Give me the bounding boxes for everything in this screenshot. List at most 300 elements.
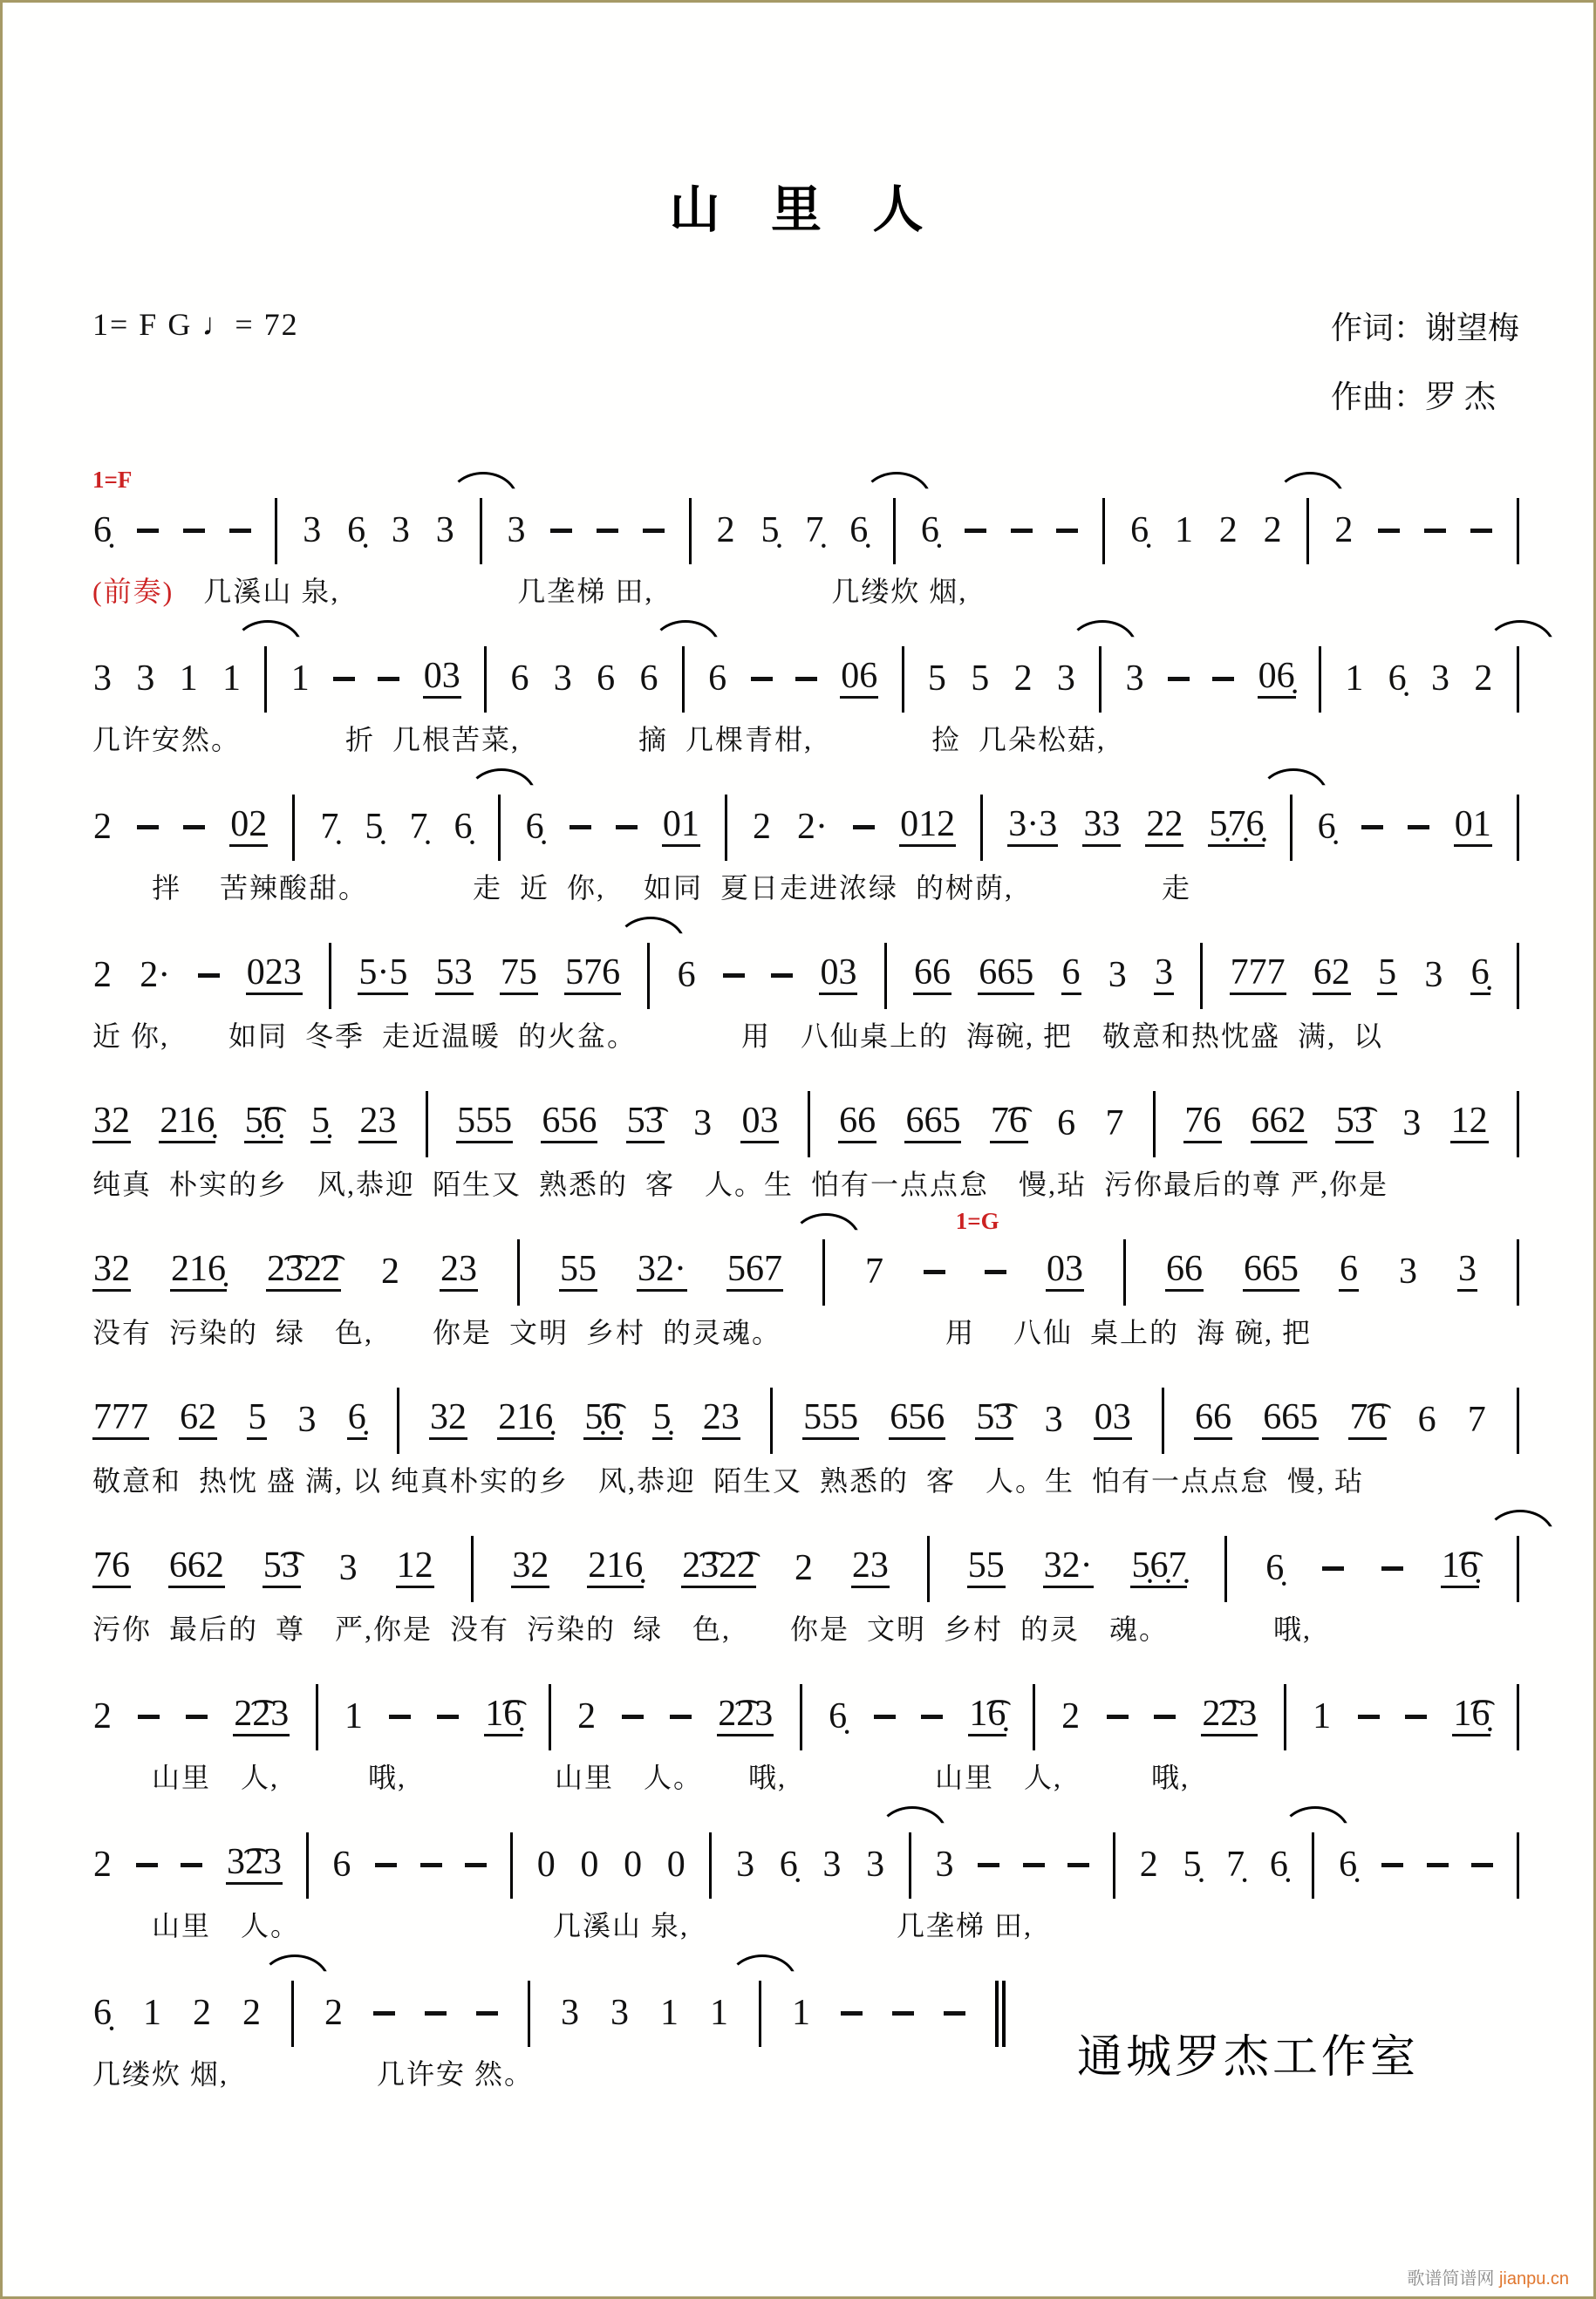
- barline: [1224, 1536, 1227, 1602]
- note: 0: [536, 1845, 556, 1886]
- barline: [800, 1684, 802, 1750]
- note: 2: [752, 807, 771, 848]
- lyrics-line: [92, 866, 1519, 906]
- note: 32·: [1043, 1547, 1094, 1588]
- note: 2: [1061, 1696, 1081, 1737]
- duration-dash: [985, 1270, 1006, 1274]
- note: 5: [971, 658, 990, 699]
- barline: [484, 646, 487, 713]
- note: 5̣6̣7̣: [1130, 1547, 1187, 1588]
- watermark-site-name: 歌谱简谱网: [1407, 2269, 1495, 2289]
- note: 53: [435, 954, 474, 995]
- duration-dash: [1056, 529, 1078, 533]
- note: 216̣: [159, 1102, 215, 1143]
- barline: [808, 1091, 810, 1157]
- lyrics-line: [92, 1607, 1519, 1648]
- duration-dash: [643, 529, 665, 533]
- note: 576: [564, 954, 621, 995]
- note: 3͡23: [226, 1844, 283, 1885]
- note: 01: [662, 806, 700, 847]
- note: 665: [904, 1102, 961, 1143]
- note: 6: [1417, 1400, 1436, 1441]
- duration-dash: [137, 825, 159, 829]
- note: 32: [511, 1547, 549, 1588]
- note: 3: [391, 510, 410, 551]
- barline: [1290, 795, 1292, 861]
- lyrics-text: 山里 人, 哦, 山里 人。 哦, 山里 人, 哦,: [92, 1762, 1190, 1794]
- note: 5̣͡6̣: [244, 1102, 283, 1143]
- note: 6̣: [1470, 954, 1490, 995]
- barline: [1319, 646, 1321, 713]
- note: 23: [358, 1102, 397, 1143]
- note: 1: [179, 658, 198, 699]
- meta-row: [92, 294, 1519, 432]
- note: 2͡32͡2: [266, 1251, 341, 1292]
- note: 2: [1013, 658, 1033, 699]
- duration-dash: [229, 529, 251, 533]
- duration-dash: [198, 973, 220, 978]
- duration-dash: [670, 1715, 692, 1719]
- note: 1: [344, 1696, 364, 1737]
- barline: [275, 498, 277, 564]
- note: 5̣: [760, 510, 780, 551]
- note: 02: [229, 806, 268, 847]
- note: 1: [143, 1993, 161, 2034]
- duration-dash: [921, 1715, 943, 1719]
- note: 6̣: [525, 807, 544, 848]
- note: 0: [666, 1845, 685, 1886]
- lyrics-text: 污你 最后的 尊 严,你是 没有 污染的 绿 色, 你是 文明 乡村 的灵 魂。 哦,: [92, 1613, 1313, 1646]
- barline: [1312, 1832, 1314, 1899]
- note: 7̣: [805, 510, 824, 551]
- note: 6̣: [347, 510, 366, 551]
- duration-dash: [437, 1715, 459, 1719]
- note: 76: [92, 1547, 131, 1588]
- note: 3: [553, 658, 572, 699]
- note: 5͡3: [263, 1547, 301, 1588]
- duration-dash: [1381, 1566, 1403, 1571]
- note: 5̣7̣6̣: [1208, 806, 1265, 847]
- note: 5̣: [652, 1399, 672, 1440]
- composer: 作曲：罗 杰: [1330, 379, 1496, 415]
- barline: [528, 1981, 530, 2047]
- duration-dash: [1212, 677, 1234, 681]
- studio-signature: 通城罗杰工作室: [1076, 2033, 1419, 2083]
- barline: [980, 795, 983, 861]
- notation-line: [92, 1534, 1519, 1588]
- music-system: [92, 1503, 1519, 1651]
- notation-line: [92, 941, 1519, 995]
- note: 5̣: [310, 1102, 331, 1143]
- music-systems: [92, 465, 1519, 2096]
- note: 3: [93, 658, 112, 699]
- duration-dash: [1358, 1715, 1380, 1719]
- note: 7͡6: [990, 1102, 1028, 1143]
- barline: [770, 1388, 773, 1454]
- duration-dash: [333, 677, 355, 681]
- duration-dash: [892, 2011, 914, 2016]
- note: 6̣: [1269, 1845, 1288, 1886]
- note: 7̣: [320, 807, 339, 848]
- note: 2: [93, 1845, 112, 1886]
- note: 03: [423, 658, 461, 699]
- note: 2: [795, 1548, 814, 1589]
- note: 03: [1094, 1399, 1132, 1440]
- note: 3: [1056, 658, 1075, 699]
- note: 5: [927, 658, 946, 699]
- lyrics-text: 纯真 朴实的乡 风,恭迎 陌生又 熟悉的 客 人。生 怕有一点点怠 慢,玷 污你最后的尊 严,你是: [92, 1169, 1389, 1201]
- note: 5: [247, 1399, 267, 1440]
- credits: [1331, 294, 1519, 432]
- lyrics-text: 没有 污染的 绿 色, 你是 文明 乡村 的灵魂。 用 八仙 桌上的 海 碗, 把: [92, 1317, 1313, 1349]
- lyrics-text: 几许安然。 折 几根苦菜, 摘 几棵青柑, 捡 几朵松菇,: [92, 724, 1107, 756]
- barline: [471, 1536, 474, 1602]
- note: 1: [792, 1993, 810, 2034]
- barline: [1517, 1832, 1519, 1899]
- note: 5: [1377, 954, 1397, 995]
- lyricist: 作词：谢望梅: [1330, 310, 1519, 345]
- note: 7̣: [409, 807, 428, 848]
- notation-line: [92, 1979, 891, 2033]
- note: 2: [716, 510, 735, 551]
- notation-line: [92, 1682, 1519, 1736]
- note: 2: [93, 955, 112, 996]
- duration-dash: [1322, 1566, 1344, 1571]
- note: 62: [1313, 954, 1351, 995]
- note: 7: [865, 1252, 883, 1293]
- lyrics-line: [92, 1014, 1519, 1054]
- note: 03: [1046, 1251, 1084, 1292]
- note: 03: [740, 1102, 779, 1143]
- notation-line: [92, 496, 1519, 550]
- barline: [498, 795, 501, 861]
- note: 1: [222, 658, 242, 699]
- barline: [510, 1832, 513, 1899]
- barline: [709, 1832, 712, 1899]
- barline: [1153, 1091, 1156, 1157]
- intro-label: (前奏): [92, 576, 174, 608]
- note: 6: [1061, 954, 1081, 995]
- duration-dash: [378, 677, 399, 681]
- note: 2·: [797, 807, 828, 848]
- duration-dash: [570, 825, 591, 829]
- note: 6̣: [454, 807, 473, 848]
- barline: [1162, 1388, 1164, 1454]
- note: 2: [193, 1993, 211, 2034]
- duration-dash: [1361, 825, 1383, 829]
- note: 2͡23: [717, 1695, 774, 1736]
- barline: [549, 1684, 551, 1750]
- note: 662: [1251, 1102, 1307, 1143]
- barline: [1517, 943, 1519, 1009]
- note: 3: [866, 1845, 885, 1886]
- duration-dash: [476, 2011, 498, 2016]
- note: 023: [246, 954, 303, 995]
- note: 2: [1334, 510, 1354, 551]
- note: 3: [693, 1103, 713, 1144]
- note: 6̣: [920, 510, 939, 551]
- note: 3: [136, 658, 155, 699]
- note: 1: [1345, 658, 1364, 699]
- note: 7: [1467, 1400, 1486, 1441]
- lyrics-text: 敬意和 热忱 盛 满, 以 纯真朴实的乡 风,恭迎 陌生又 熟悉的 客 人。生 怕有一点点怠 慢, 玷: [92, 1465, 1365, 1497]
- duration-dash: [924, 1270, 945, 1274]
- lyrics-text: 拌 苦辣酸甜。 走 近 你, 如同 夏日走进浓绿 的树荫, 走: [92, 872, 1192, 904]
- final-barline: [995, 1981, 1006, 2047]
- note: 3: [561, 1993, 579, 2034]
- duration-dash: [874, 1715, 896, 1719]
- music-system: [92, 1651, 1519, 1799]
- note: 1: [290, 658, 310, 699]
- duration-dash: [622, 1715, 644, 1719]
- note: 2: [1218, 510, 1238, 551]
- barline: [517, 1239, 520, 1306]
- barline: [1517, 1239, 1519, 1306]
- note: 23: [440, 1251, 478, 1292]
- barline: [689, 498, 692, 564]
- note: 6: [708, 658, 727, 699]
- note: 3·3: [1007, 806, 1058, 847]
- note: 66: [1165, 1251, 1204, 1292]
- lyrics-text: 近 你, 如同 冬季 走近温暖 的火盆。 用 八仙桌上的 海碗, 把 敬意和热忱盛 满, 以: [92, 1020, 1384, 1053]
- note: 6: [1339, 1251, 1359, 1292]
- note: 22: [1145, 806, 1183, 847]
- duration-dash: [1154, 1715, 1176, 1719]
- note: 12: [396, 1547, 434, 1588]
- duration-dash: [183, 825, 205, 829]
- note: 6̣: [93, 510, 112, 551]
- key-change-mark: 1=F: [92, 467, 133, 494]
- watermark: [1407, 2264, 1569, 2289]
- note: 7͡6: [1348, 1399, 1387, 1440]
- barline: [1517, 1536, 1519, 1602]
- barline: [426, 1091, 428, 1157]
- barline: [1517, 646, 1519, 713]
- note: 3: [1125, 658, 1144, 699]
- note: 216̣: [587, 1547, 644, 1588]
- note: 06̣: [1258, 658, 1296, 699]
- note: 2: [381, 1252, 399, 1293]
- note: 0: [580, 1845, 599, 1886]
- note: 5̣: [1183, 1845, 1202, 1886]
- barline: [316, 1684, 318, 1750]
- song-title: 山 里 人: [669, 181, 943, 238]
- barline: [1284, 1684, 1286, 1750]
- duration-dash: [597, 529, 618, 533]
- note: 1: [1313, 1696, 1332, 1737]
- music-system: [92, 1354, 1519, 1503]
- note: 3: [435, 510, 454, 551]
- note: 5͡3: [1335, 1102, 1374, 1143]
- note: 665: [1262, 1399, 1319, 1440]
- lyrics-line: [92, 570, 1519, 610]
- note: 1: [710, 1993, 728, 2034]
- note: 75: [500, 954, 538, 995]
- duration-dash: [425, 2011, 447, 2016]
- note: 1͡6̣: [968, 1695, 1006, 1736]
- barline: [1033, 1684, 1035, 1750]
- duration-dash: [1471, 1863, 1493, 1867]
- note: 2: [242, 1993, 261, 2034]
- note: 5̣͡6̣: [583, 1399, 622, 1440]
- duration-dash: [1067, 1863, 1089, 1867]
- barline: [1099, 646, 1102, 713]
- barline: [647, 943, 650, 1009]
- duration-dash: [465, 1863, 487, 1867]
- note: 2: [1139, 1845, 1158, 1886]
- duration-dash: [1408, 825, 1429, 829]
- note: 55: [559, 1251, 597, 1292]
- duration-dash: [1011, 529, 1033, 533]
- note: 555: [802, 1399, 859, 1440]
- barline: [725, 795, 727, 861]
- duration-dash: [183, 529, 205, 533]
- note: 6: [510, 658, 529, 699]
- note: 12: [1450, 1102, 1489, 1143]
- barline: [1306, 498, 1309, 564]
- lyrics-line: [92, 1756, 1519, 1796]
- barline: [927, 1536, 930, 1602]
- note: 1͡6̣: [484, 1695, 522, 1736]
- score-content: [92, 3, 1519, 2096]
- note: 6̣: [1317, 807, 1336, 848]
- note: 6: [1057, 1103, 1076, 1144]
- duration-dash: [751, 677, 773, 681]
- barline: [264, 646, 267, 713]
- music-system: [92, 1206, 1519, 1354]
- notation-line: [92, 1238, 1519, 1292]
- note: 32: [429, 1399, 467, 1440]
- barline: [1517, 498, 1519, 564]
- note: 5̣: [365, 807, 384, 848]
- barline: [682, 646, 685, 713]
- lyrics-line: [92, 1311, 1519, 1351]
- note: 5͡3: [626, 1102, 665, 1143]
- note: 3: [1457, 1251, 1477, 1292]
- duration-dash: [841, 2011, 863, 2016]
- duration-dash: [550, 529, 572, 533]
- duration-dash: [771, 973, 793, 978]
- lyrics-text: 几溪山 泉, 几垄梯 田, 几缕炊 烟,: [174, 576, 968, 608]
- music-system: [92, 1058, 1519, 1206]
- note: 66: [838, 1102, 876, 1143]
- note: 55: [967, 1547, 1006, 1588]
- duration-dash: [138, 1715, 160, 1719]
- note: 777: [92, 1399, 149, 1440]
- note: 662: [168, 1547, 225, 1588]
- note: 01: [1454, 806, 1492, 847]
- duration-dash: [978, 1863, 999, 1867]
- key-change-mark: 1=G: [955, 1208, 999, 1235]
- note: 6̣: [347, 1399, 367, 1440]
- note: 665: [1243, 1251, 1299, 1292]
- note: 3: [1044, 1400, 1063, 1441]
- note: 2͡23: [233, 1695, 290, 1736]
- barline: [1517, 1684, 1519, 1750]
- barline: [397, 1388, 399, 1454]
- duration-dash: [420, 1863, 442, 1867]
- barline: [329, 943, 331, 1009]
- note: 777: [1230, 954, 1286, 995]
- barline: [1123, 1239, 1126, 1306]
- note: 3: [822, 1845, 842, 1886]
- note: 1: [1174, 510, 1193, 551]
- note: 6̣: [849, 510, 869, 551]
- duration-dash: [1427, 1863, 1449, 1867]
- note: 6: [677, 955, 696, 996]
- note: 3: [507, 510, 526, 551]
- note: 2: [1263, 510, 1282, 551]
- note: 2: [93, 1696, 112, 1737]
- note: 2: [1474, 658, 1493, 699]
- note: 6̣: [829, 1696, 848, 1737]
- duration-dash: [1381, 1863, 1403, 1867]
- barline: [1200, 943, 1203, 1009]
- duration-dash: [795, 677, 817, 681]
- lyrics-text: 几缕炊 烟, 几许安 然。: [92, 2058, 535, 2091]
- note: 7: [1105, 1103, 1124, 1144]
- watermark-url: jianpu.cn: [1498, 2269, 1569, 2289]
- note: 32: [92, 1251, 131, 1292]
- note: 656: [889, 1399, 945, 1440]
- note: 06: [840, 658, 878, 699]
- note: 66: [913, 954, 951, 995]
- barline: [1517, 795, 1519, 861]
- duration-dash: [375, 1863, 397, 1867]
- note: 2: [324, 1993, 343, 2034]
- note: 5·5: [358, 954, 408, 995]
- note: 6: [332, 1845, 351, 1886]
- duration-dash: [723, 973, 745, 978]
- barline: [291, 1981, 294, 2047]
- barline: [1113, 1832, 1115, 1899]
- duration-dash: [137, 529, 159, 533]
- lyrics-line: [92, 1459, 1519, 1499]
- note: 1: [660, 1993, 679, 2034]
- note: 5͡3: [975, 1399, 1013, 1440]
- note: 6: [639, 658, 658, 699]
- note: 23: [702, 1399, 740, 1440]
- notation-line: [92, 1386, 1519, 1440]
- note: 6̣: [1130, 510, 1149, 551]
- note: 3: [1154, 954, 1174, 995]
- note: 7̣: [1226, 1845, 1245, 1886]
- note: 2·: [140, 955, 171, 996]
- duration-dash: [186, 1715, 208, 1719]
- note: 23: [851, 1547, 890, 1588]
- note: 665: [978, 954, 1034, 995]
- duration-dash: [389, 1715, 411, 1719]
- note: 555: [456, 1102, 513, 1143]
- note: 33: [1082, 806, 1121, 847]
- note: 3: [1108, 955, 1127, 996]
- note: 3: [610, 1993, 629, 2034]
- note: 2: [93, 807, 112, 848]
- note: 1͡6̣: [1452, 1695, 1490, 1736]
- duration-dash: [616, 825, 638, 829]
- lyrics-line: [92, 718, 1519, 758]
- note: 3: [935, 1845, 954, 1886]
- note: 62: [179, 1399, 217, 1440]
- music-system: [92, 465, 1519, 613]
- duration-dash: [944, 2011, 965, 2016]
- note: 32·: [637, 1251, 687, 1292]
- duration-dash: [181, 1863, 202, 1867]
- note: 03: [819, 954, 857, 995]
- duration-dash: [373, 2011, 395, 2016]
- duration-dash: [1470, 529, 1492, 533]
- note: 1͡6̣: [1441, 1547, 1479, 1588]
